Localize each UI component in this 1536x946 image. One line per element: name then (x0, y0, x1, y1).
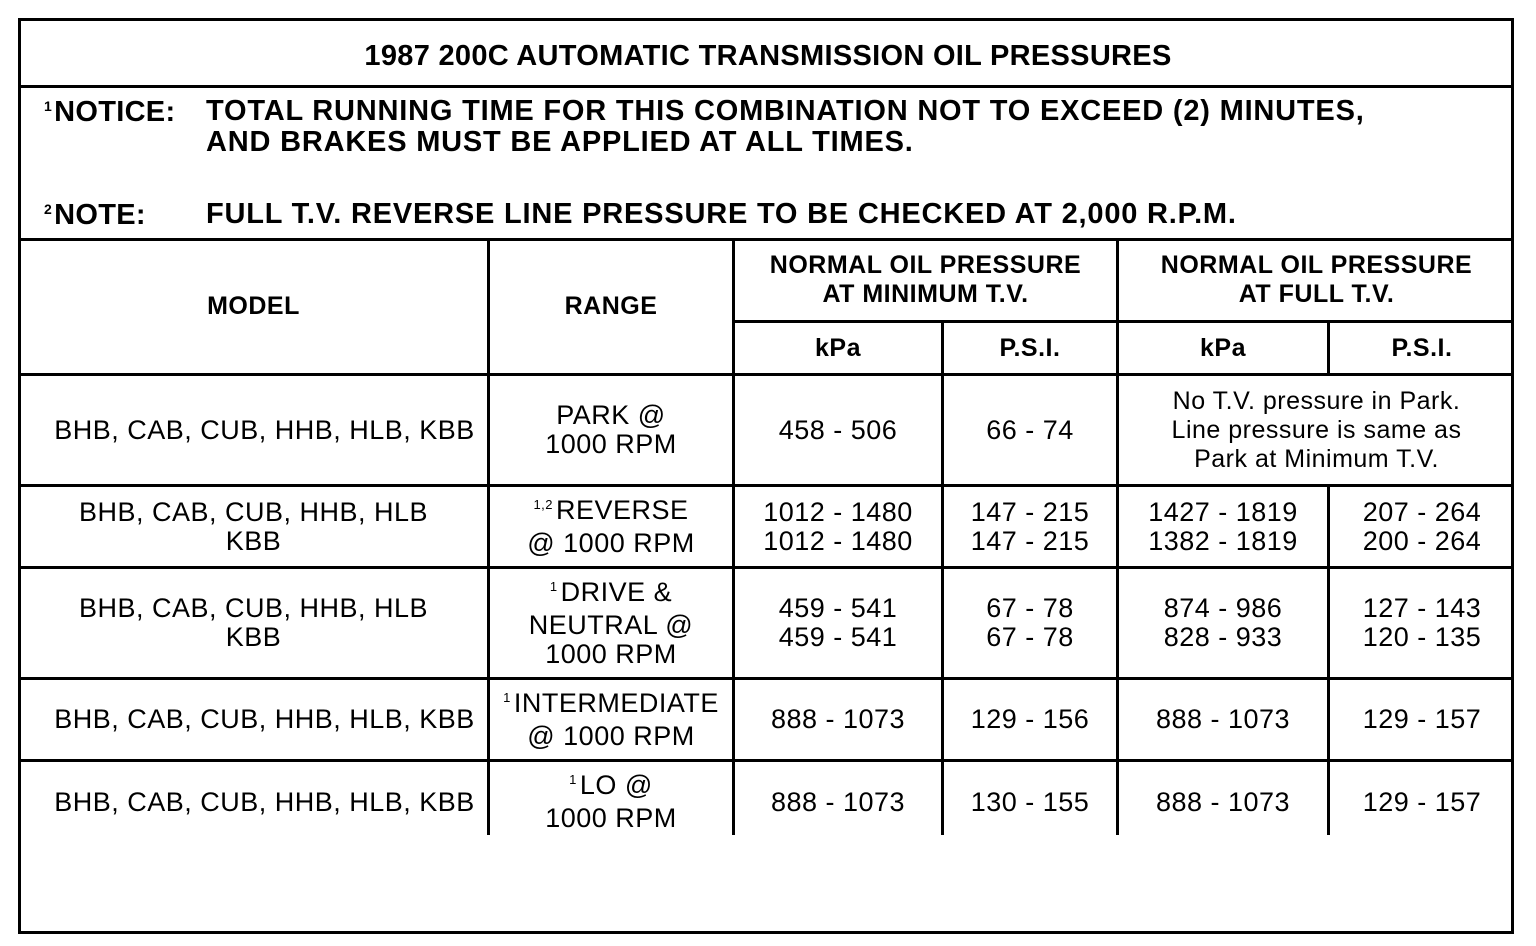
header-full-tv-line-1: NORMAL OIL PRESSURE (1160, 251, 1473, 279)
table-row-3-min-psi: 129 - 156 (970, 704, 1090, 734)
table-row-3-min-kpa: 888 - 1073 (770, 704, 906, 734)
table-row-1-full-kpa: 1427 - 1819 1382 - 1819 (1148, 496, 1298, 556)
table-row-2-full-kpa: 874 - 986 828 - 933 (1163, 593, 1283, 652)
table-row-4-min-psi: 130 - 155 (970, 786, 1090, 817)
notice-label-text: NOTICE: (54, 96, 176, 128)
document-title: 1987 200C AUTOMATIC TRANSMISSION OIL PRESSURES (364, 40, 1172, 72)
header-min-tv (735, 240, 1116, 320)
note-label (44, 199, 146, 232)
divider-title (18, 85, 1514, 88)
table-row-1-min-psi: 147 - 215 147 - 215 (970, 496, 1090, 556)
table-row-2-min-kpa: 459 - 541 459 - 541 (778, 593, 898, 652)
table-row-0-model: BHB, CAB, CUB, HHB, HLB, KBB (54, 414, 475, 445)
table-row-3-full-psi: 129 - 157 (1362, 704, 1482, 734)
header-range: RANGE (564, 292, 658, 320)
range-marker: 1,2 (533, 496, 554, 512)
table-row-0-min-psi: 66 - 74 (986, 414, 1074, 445)
table-row-3-model: BHB, CAB, CUB, HHB, HLB, KBB (54, 704, 475, 734)
header-full-psi: P.S.I. (1391, 333, 1453, 362)
table-row-0-min-kpa: 458 - 506 (778, 414, 898, 445)
header-min-psi: P.S.I. (999, 333, 1061, 362)
table-row-1-model: BHB, CAB, CUB, HHB, HLB KBB (78, 496, 429, 556)
note-marker: 2 (44, 201, 53, 217)
notice-line-1: TOTAL RUNNING TIME FOR THIS COMBINATION NOT TO EXCEED (2) MINUTES, (206, 95, 1365, 127)
notice-text (206, 96, 1365, 158)
table-row-4-min-kpa: 888 - 1073 (770, 786, 906, 817)
notice-label (44, 96, 175, 129)
table-row-2-full-psi: 127 - 143 120 - 135 (1362, 593, 1482, 652)
note-text: FULL T.V. REVERSE LINE PRESSURE TO BE CHECKED AT 2,000 R.P.M. (206, 198, 1237, 230)
range-marker: 1 (549, 578, 558, 594)
table-row-4-range: $^1$ LO @ 1000 RPM (545, 770, 677, 833)
note-label-text: NOTE: (54, 199, 146, 231)
table-row-4-model: BHB, CAB, CUB, HHB, HLB, KBB (54, 786, 475, 817)
range-marker: 1 (569, 772, 577, 787)
header-full-kpa: kPa (1200, 333, 1246, 362)
table-row-1-range: $^{1,2}$ REVERSE @ 1000 RPM (527, 494, 695, 558)
table-row-2-model: BHB, CAB, CUB, HHB, HLB KBB (78, 593, 429, 652)
table-row-4-full-kpa: 888 - 1073 (1155, 786, 1291, 817)
notice-line-2: AND BRAKES MUST BE APPLIED AT ALL TIMES. (206, 126, 914, 158)
table-row-1-full-psi: 207 - 264 200 - 264 (1362, 496, 1482, 556)
header-model: MODEL (207, 292, 300, 320)
notice-marker: 1 (44, 98, 53, 114)
table-row-4-full-psi: 129 - 157 (1362, 786, 1482, 817)
table-row-1-min-kpa: 1012 - 1480 1012 - 1480 (763, 496, 913, 556)
header-full-tv (1119, 240, 1514, 320)
table-row-3-range: $^1$ INTERMEDIATE @ 1000 RPM (503, 687, 719, 751)
table-row-2-min-psi: 67 - 78 67 - 78 (986, 593, 1074, 652)
table-row-0-full-note: No T.V. pressure in Park. Line pressure is same as Park at Minimum T.V. (1171, 386, 1462, 473)
table-row-2-range: $^1$ DRIVE & NEUTRAL @ 1000 RPM (528, 576, 694, 669)
header-min-kpa: kPa (815, 333, 861, 362)
range-marker: 1 (503, 689, 511, 705)
table-row-0-range: PARK @ 1000 RPM (545, 400, 677, 459)
table-row-3-full-kpa: 888 - 1073 (1155, 704, 1291, 734)
header-min-tv-line-1: NORMAL OIL PRESSURE (769, 251, 1082, 279)
header-min-tv-line-2: AT MINIMUM T.V. (822, 280, 1029, 308)
header-full-tv-line-2: AT FULL T.V. (1238, 280, 1395, 308)
